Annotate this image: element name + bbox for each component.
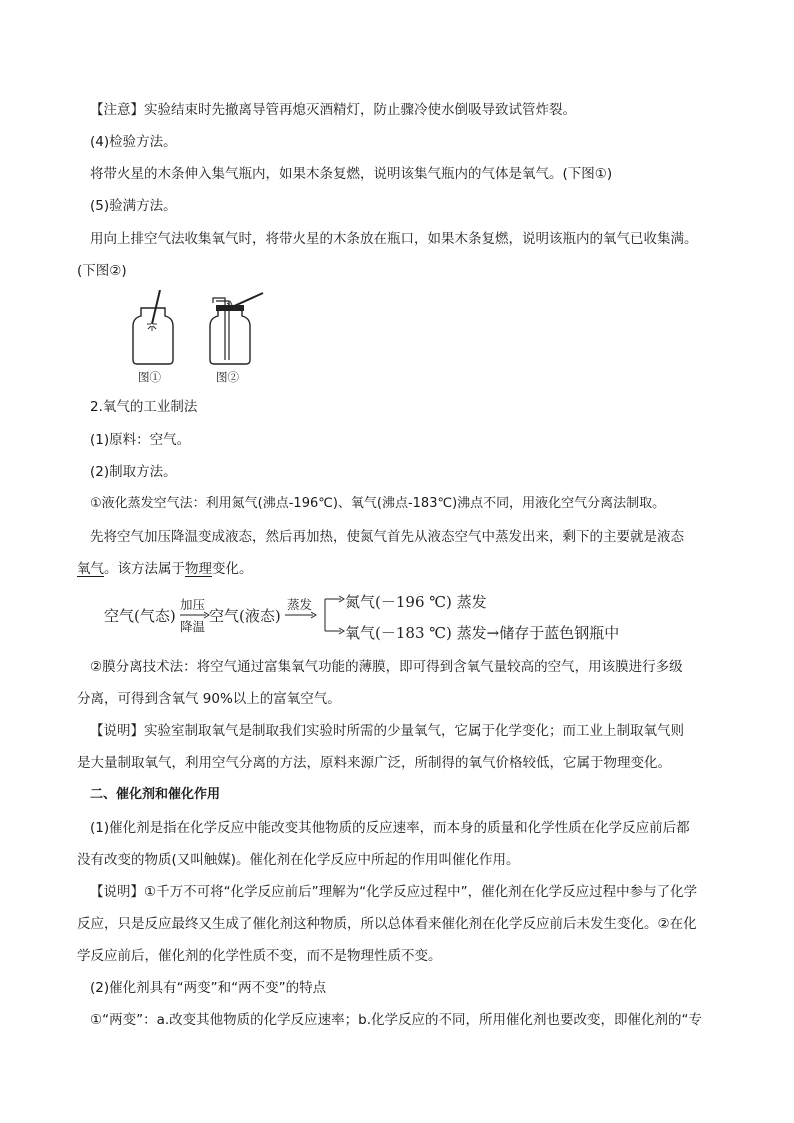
paragraph-text: 氧气。该方法属于物理变化。 [77,561,253,577]
flow-start: 空气(气态) [104,607,176,625]
flow-branch-nitrogen: 氮气(－196 ℃) 蒸发 [345,593,487,611]
note-paragraph: 【说明】①千万不可将“化学反应前后”理解为“化学反应过程中”，催化剂在化学反应过程中参与了化学 [90,884,698,900]
paragraph-text: (2)催化剂具有“两变”和“两不变”的特点 [90,980,327,996]
bottle-splint-inside-figure [128,290,178,366]
underlined-term: 氧气 [77,561,104,577]
flow-condition-bottom: 降温 [180,619,206,634]
note-line: 【注意】实验结束时先撤离导管再熄灭酒精灯，防止骤冷使水倒吸导致试管炸裂。 [90,102,576,118]
bottle-splint-mouth-figure [205,290,267,366]
flow-condition-top: 加压 [180,597,206,612]
paragraph-text: (1)原料：空气。 [90,432,191,448]
heading-test-method: (4)检验方法。 [90,134,177,150]
paragraph-text: 没有改变的物质(又叫触媒)。催化剂在化学反应中所起的作用叫催化作用。 [77,852,520,868]
branch-arrow-icon [285,595,345,637]
section-heading-industrial: 2.氧气的工业制法 [90,399,198,415]
note-paragraph: 【说明】实验室制取氧气是制取我们实验时所需的少量氧气，它属于化学变化；而工业上制取氧气则 [90,723,684,739]
paragraph-text: ②膜分离技术法：将空气通过富集氧气功能的薄膜，即可得到含氧气量较高的空气，用该膜进行多级 [90,659,683,675]
note-paragraph: 反应，只是反应最终又生成了催化剂这种物质，所以总体看来催化剂在化学反应前后未发生变化。②在化 [77,916,697,932]
paragraph-text: (下图②) [77,263,127,279]
heading-full-check: (5)验满方法。 [90,198,177,214]
section-heading-catalyst: 二、催化剂和催化作用 [90,787,221,802]
note-paragraph: 是大量制取氧气，利用空气分离的方法，原料来源广泛，所制得的氧气价格较低，它属于物理变化。 [77,755,671,771]
flow-middle: 空气(液态) [209,607,281,625]
flow-evaporate-label: 蒸发 [287,597,313,612]
paragraph-text: ①液化蒸发空气法：利用氮气(沸点-196℃)、氧气(沸点-183℃)沸点不同，用液化空气分离法制取。 [90,496,666,511]
arrow-icon [180,610,210,620]
paragraph-text: 将带火星的木条伸入集气瓶内，如果木条复燃，说明该集气瓶内的气体是氧气。(下图①) [90,166,613,182]
paragraph-text: 先将空气加压降温变成液态，然后再加热，使氮气首先从液态空气中蒸发出来，剩下的主要就是液态 [90,529,684,545]
flow-branch-oxygen: 氧气(－183 ℃) 蒸发→储存于蓝色钢瓶中 [345,624,620,642]
paragraph-text: 用向上排空气法收集氧气时，将带火星的木条放在瓶口，如果木条复燃，说明该瓶内的氧气已收集满。 [90,231,698,247]
paragraph-text: (1)催化剂是指在化学反应中能改变其他物质的反应速率，而本身的质量和化学性质在化学反应前后都 [90,820,690,836]
figure-caption-2: 图② [216,370,239,384]
paragraph-text: ①“两变”：a.改变其他物质的化学反应速率；b.化学反应的不同，所用催化剂也要改变，即催化剂的“专 [90,1012,703,1028]
figure-caption-1: 图① [138,370,161,384]
paragraph-text: (2)制取方法。 [90,464,177,480]
note-paragraph: 学反应前后，催化剂的化学性质不变，而不是物理性质不变。 [77,948,442,964]
paragraph-text: 分离，可得到含氧气 90%以上的富氧空气。 [77,691,341,707]
underlined-term: 物理 [185,561,212,577]
